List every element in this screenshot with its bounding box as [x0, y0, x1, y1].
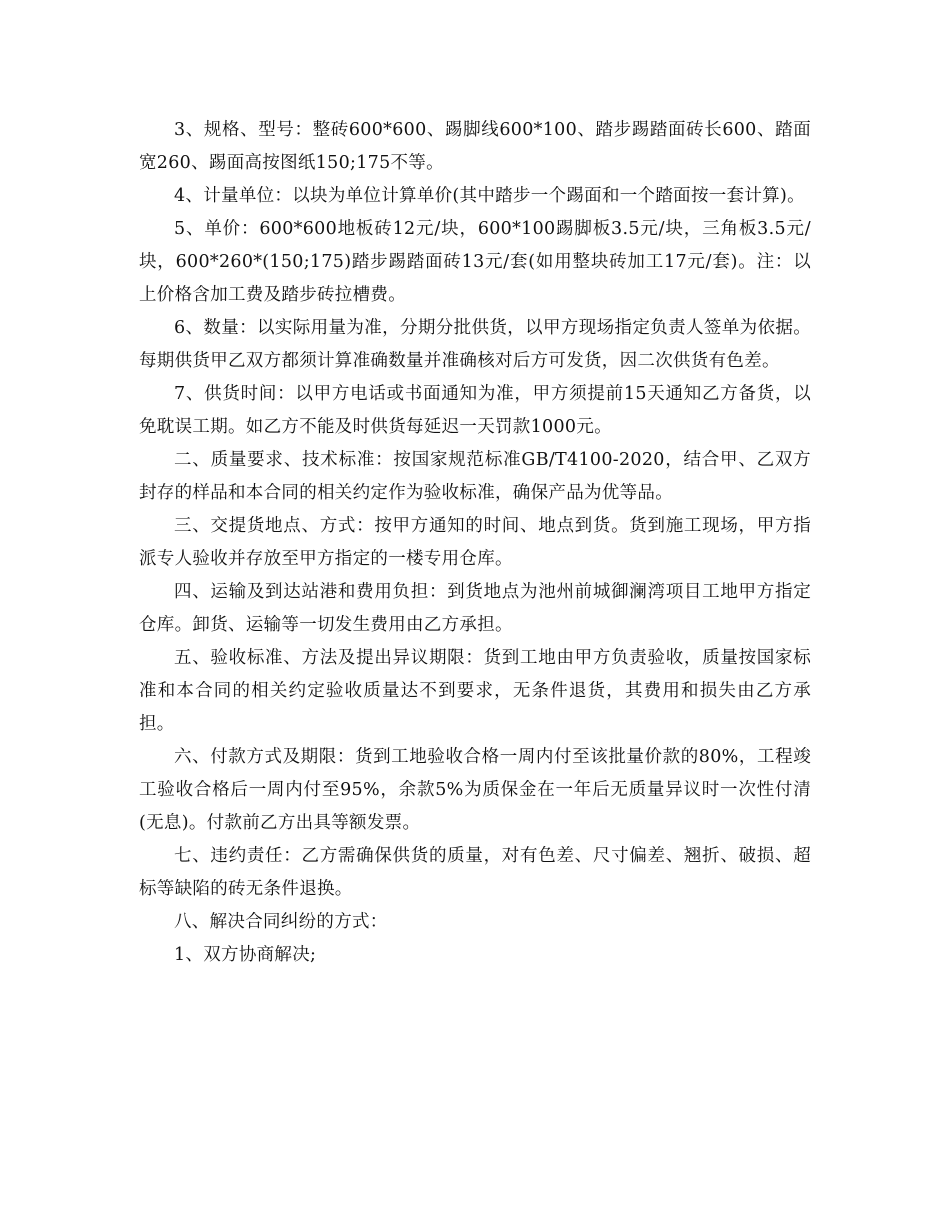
paragraph-acceptance-standard: 五、验收标准、方法及提出异议期限：货到工地由甲方负责验收，质量按国家标准和本合同的相关约定验收质量达不到要求，无条件退货，其费用和损失由乙方承担。 — [139, 648, 811, 734]
paragraph-quantity: 6、数量：以实际用量为准，分期分批供货，以甲方现场指定负责人签单为依据。每期供货甲乙双方都须计算准确数量并准确核对后方可发货，因二次供货有色差。 — [139, 318, 811, 371]
paragraph-delivery-time: 7、供货时间：以甲方电话或书面通知为准，甲方须提前15天通知乙方备货，以免耽误工期。如乙方不能及时供货每延迟一天罚款1000元。 — [139, 384, 811, 437]
paragraph-quality-standard: 二、质量要求、技术标准：按国家规范标准GB/T4100-2020，结合甲、乙双方封存的样品和本合同的相关约定作为验收标准，确保产品为优等品。 — [139, 450, 811, 503]
paragraph-payment-terms: 六、付款方式及期限：货到工地验收合格一周内付至该批量价款的80%，工程竣工验收合格后一周内付至95%，余款5%为质保金在一年后无质量异议时一次性付清(无息)。付款前乙方出具等额发票。 — [139, 747, 811, 833]
paragraph-unit-price: 5、单价：600*600地板砖12元/块，600*100踢脚板3.5元/块，三角板3.5元/块，600*260*(150;175)踏步踢踏面砖13元/套(如用整块砖加工17元/套)。注：以上价格含加工费及踏步砖拉槽费。 — [139, 219, 811, 305]
document-page — [139, 114, 811, 972]
paragraph-unit-of-measure: 4、计量单位：以块为单位计算单价(其中踏步一个踢面和一个踏面按一套计算)。 — [174, 186, 805, 206]
paragraph-delivery-location: 三、交提货地点、方式：按甲方通知的时间、地点到货。货到施工现场，甲方指派专人验收并存放至甲方指定的一楼专用仓库。 — [139, 516, 811, 569]
paragraph-transport-costs: 四、运输及到达站港和费用负担：到货地点为池州前城御澜湾项目工地甲方指定仓库。卸货、运输等一切发生费用由乙方承担。 — [139, 582, 811, 635]
paragraph-breach-liability: 七、违约责任：乙方需确保供货的质量，对有色差、尺寸偏差、翘折、破损、超标等缺陷的砖无条件退换。 — [139, 846, 811, 899]
paragraph-dispute-method-1: 1、双方协商解决; — [174, 945, 317, 965]
paragraph-spec-model: 3、规格、型号：整砖600*600、踢脚线600*100、踏步踢踏面砖长600、踏面宽260、踢面高按图纸150;175不等。 — [139, 120, 811, 173]
paragraph-dispute-resolution: 八、解决合同纠纷的方式： — [174, 912, 388, 932]
